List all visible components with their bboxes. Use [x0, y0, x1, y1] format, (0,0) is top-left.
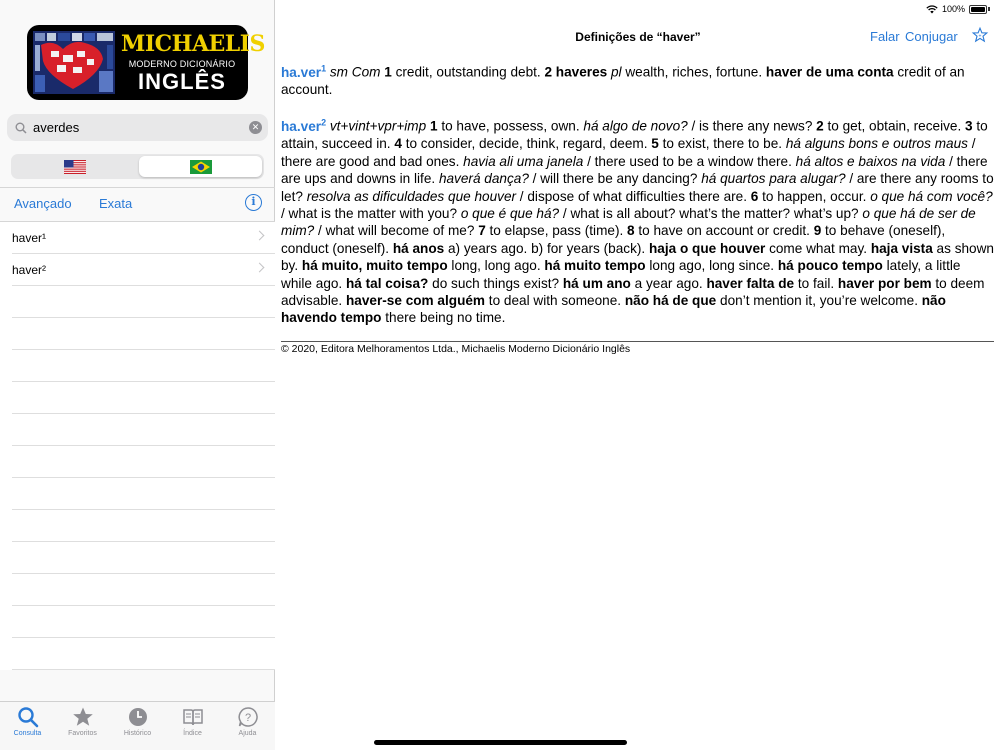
- sidebar: [0, 0, 275, 750]
- bold-segment: 2 haveres: [544, 64, 608, 80]
- italic-segment: o que há de ser de mim?: [281, 205, 976, 239]
- bold-segment: 4: [394, 136, 402, 152]
- italic-segment: sm Com: [329, 64, 381, 80]
- bold-segment: haver falta de: [706, 275, 795, 291]
- bold-segment: há tal coisa?: [346, 275, 429, 291]
- empty-row: [0, 414, 275, 446]
- empty-row: [0, 478, 275, 510]
- empty-row: [0, 510, 275, 542]
- tab-favoritos[interactable]: [55, 702, 110, 750]
- chevron-right-icon: [255, 263, 265, 273]
- list-item[interactable]: [0, 254, 275, 286]
- bold-segment: haja vista: [870, 240, 933, 256]
- text-segment: / are there any rooms to let?: [281, 171, 994, 204]
- empty-row: [0, 606, 275, 638]
- entry-1: [281, 60, 994, 98]
- italic-segment: resolva as dificuldades que houver: [306, 188, 517, 204]
- italic-segment: há algo de novo?: [583, 118, 688, 134]
- info-icon[interactable]: i: [245, 194, 262, 211]
- tab-label: Histórico: [123, 730, 152, 737]
- text-segment: don’t mention it, you’re welcome.: [716, 292, 922, 308]
- text-segment: do such things exist?: [428, 275, 563, 291]
- text-segment: to get, obtain, receive.: [823, 118, 966, 134]
- tab-ajuda[interactable]: [220, 702, 275, 750]
- page-title: Definições de “haver”: [575, 30, 701, 44]
- home-indicator[interactable]: [374, 740, 627, 745]
- entry-2: [281, 114, 994, 326]
- bold-segment: 7: [478, 223, 486, 239]
- battery-icon: [969, 5, 987, 14]
- detail-navbar: [276, 20, 1000, 54]
- empty-row: [0, 382, 275, 414]
- italic-segment: o que há com você?: [870, 188, 993, 204]
- conjugate-button[interactable]: Conjugar: [905, 29, 958, 44]
- text-segment: / is there any news?: [687, 118, 817, 134]
- text-segment: as shown by.: [281, 240, 994, 274]
- bold-segment: haver-se com alguém: [346, 292, 486, 308]
- results-list: [0, 222, 275, 670]
- logo-brand: MICHAELIS: [121, 31, 265, 57]
- text-segment: / what is all about? what’s the matter? what’s up?: [559, 205, 863, 221]
- bold-segment: 2: [816, 118, 824, 134]
- bold-segment: 1: [429, 118, 438, 134]
- text-segment: wealth, riches, fortune.: [621, 64, 766, 80]
- text-segment: to deem advisable.: [281, 275, 985, 308]
- tab-consulta[interactable]: [0, 702, 55, 750]
- text-segment: / there are good and bad ones.: [281, 136, 976, 169]
- italic-segment: há alguns bons e outros maus: [785, 136, 968, 152]
- text-segment: to happen, occur.: [758, 188, 871, 204]
- text-segment: there being no time.: [381, 310, 506, 326]
- bold-segment: 8: [627, 223, 635, 239]
- br-flag-icon: [190, 160, 212, 174]
- empty-row: [0, 286, 275, 318]
- search-bar: [7, 114, 268, 141]
- bold-segment: haver de uma conta: [765, 64, 894, 80]
- search-input[interactable]: [33, 120, 243, 135]
- wifi-icon: [926, 5, 938, 14]
- bold-segment: haja o que houver: [648, 240, 766, 256]
- search-icon: [15, 122, 27, 134]
- segment-english[interactable]: [13, 156, 136, 177]
- text-segment: to have on account or credit.: [634, 223, 814, 239]
- text-segment: / will there be any dancing?: [528, 171, 702, 187]
- text-segment: a) years ago. b) for years (back).: [444, 240, 649, 256]
- copyright-text: © 2020, Editora Melhoramentos Ltda., Michaelis Moderno Dicionário Inglês: [281, 343, 631, 355]
- status-bar-right: [926, 4, 990, 14]
- speak-button[interactable]: Falar: [870, 29, 900, 44]
- text-segment: to fail.: [794, 275, 838, 291]
- empty-row: [0, 542, 275, 574]
- bold-segment: 3: [965, 118, 973, 134]
- svg-text:?: ?: [244, 712, 251, 724]
- headword[interactable]: ha.ver$^2$: [281, 117, 327, 134]
- text-segment: to behave (oneself), conduct (oneself).: [281, 223, 946, 256]
- italic-segment: pl: [610, 64, 622, 80]
- text-segment: to attain, succeed in.: [281, 118, 988, 152]
- bold-segment: há muito, muito tempo: [301, 258, 448, 274]
- text-segment: to deal with someone.: [485, 292, 625, 308]
- us-flag-icon: [64, 160, 86, 174]
- help-icon: [237, 706, 259, 728]
- italic-segment: há altos e baixos na vida: [795, 153, 946, 169]
- italic-segment: havia ali uma janela: [463, 153, 584, 169]
- divider: [281, 341, 994, 342]
- text-segment: / what is the matter with you?: [281, 205, 461, 221]
- tab-label: Consulta: [13, 730, 42, 737]
- chevron-right-icon: [255, 231, 265, 241]
- empty-row: [0, 446, 275, 478]
- clear-search-button[interactable]: ✕: [249, 121, 262, 134]
- text-segment: / what will become of me?: [314, 223, 479, 239]
- italic-segment: há quartos para alugar?: [701, 171, 846, 187]
- text-segment: to have, possess, own.: [437, 118, 584, 134]
- battery-percent: 100%: [941, 4, 965, 14]
- definition-content: [281, 60, 994, 343]
- list-item[interactable]: [0, 222, 275, 254]
- bold-segment: não há de que: [624, 292, 717, 308]
- text-segment: credit of an account.: [281, 64, 965, 97]
- text-segment: to exist, there to be.: [658, 136, 786, 152]
- text-segment: / dispose of what difficulties there are.: [516, 188, 751, 204]
- text-segment: / there are ups and downs in life.: [281, 153, 988, 187]
- bold-segment: haver por bem: [837, 275, 932, 291]
- italic-segment: haverá dança?: [438, 171, 529, 187]
- clock-icon: [127, 706, 149, 728]
- text-segment: to elapse, pass (time).: [485, 223, 628, 239]
- tab-indice[interactable]: [165, 702, 220, 750]
- text-segment: to consider, decide, think, regard, deem.: [401, 136, 652, 152]
- logo-language: INGLÊS: [138, 69, 226, 94]
- text-segment: long ago, long since.: [645, 258, 778, 274]
- bold-segment: 6: [750, 188, 759, 204]
- bold-segment: há um ano: [562, 275, 631, 291]
- headword[interactable]: ha.ver$^1$: [281, 63, 327, 80]
- language-segmented-control: [11, 154, 264, 179]
- text-segment: lately, a little while ago.: [281, 258, 961, 291]
- empty-row: [0, 638, 275, 670]
- empty-row: [0, 350, 275, 382]
- favorite-star-icon[interactable]: [972, 27, 988, 43]
- bold-segment: há anos: [392, 240, 445, 256]
- bold-segment: não havendo tempo: [281, 292, 946, 326]
- logo-mosaic-art: [33, 31, 115, 94]
- list-item-label: haver¹: [12, 231, 47, 245]
- tab-label: Índice: [183, 730, 202, 737]
- empty-row: [0, 318, 275, 350]
- bold-segment: há pouco tempo: [777, 258, 883, 274]
- exact-search-link[interactable]: Exata: [99, 196, 133, 211]
- italic-segment: o que é que há?: [460, 205, 560, 221]
- empty-row: [0, 574, 275, 606]
- michaelis-logo: [27, 25, 265, 100]
- text-segment: / there used to be a window there.: [583, 153, 796, 169]
- search-icon: [17, 706, 39, 728]
- bold-segment: 9: [813, 223, 822, 239]
- tab-label: Ajuda: [238, 730, 257, 737]
- advanced-search-link[interactable]: Avançado: [14, 196, 72, 211]
- star-icon: [72, 706, 94, 728]
- list-item-label: haver²: [12, 263, 47, 277]
- text-segment: come what may.: [765, 240, 871, 256]
- segment-portuguese[interactable]: [139, 156, 262, 177]
- text-segment: long, long ago.: [447, 258, 545, 274]
- bold-segment: 5: [651, 136, 659, 152]
- bold-segment: há muito tempo: [544, 258, 646, 274]
- text-segment: credit, outstanding debt.: [391, 64, 545, 80]
- tab-label: Favoritos: [68, 730, 97, 737]
- svg-text:+: +: [978, 33, 982, 40]
- book-icon: [182, 706, 204, 728]
- text-segment: a year ago.: [630, 275, 707, 291]
- tab-historico[interactable]: [110, 702, 165, 750]
- tab-bar: [0, 701, 275, 750]
- italic-segment: vt+vint+vpr+imp: [329, 118, 427, 134]
- bold-segment: 1: [384, 64, 392, 80]
- logo-subtitle: MODERNO DICIONÁRIO: [128, 59, 236, 69]
